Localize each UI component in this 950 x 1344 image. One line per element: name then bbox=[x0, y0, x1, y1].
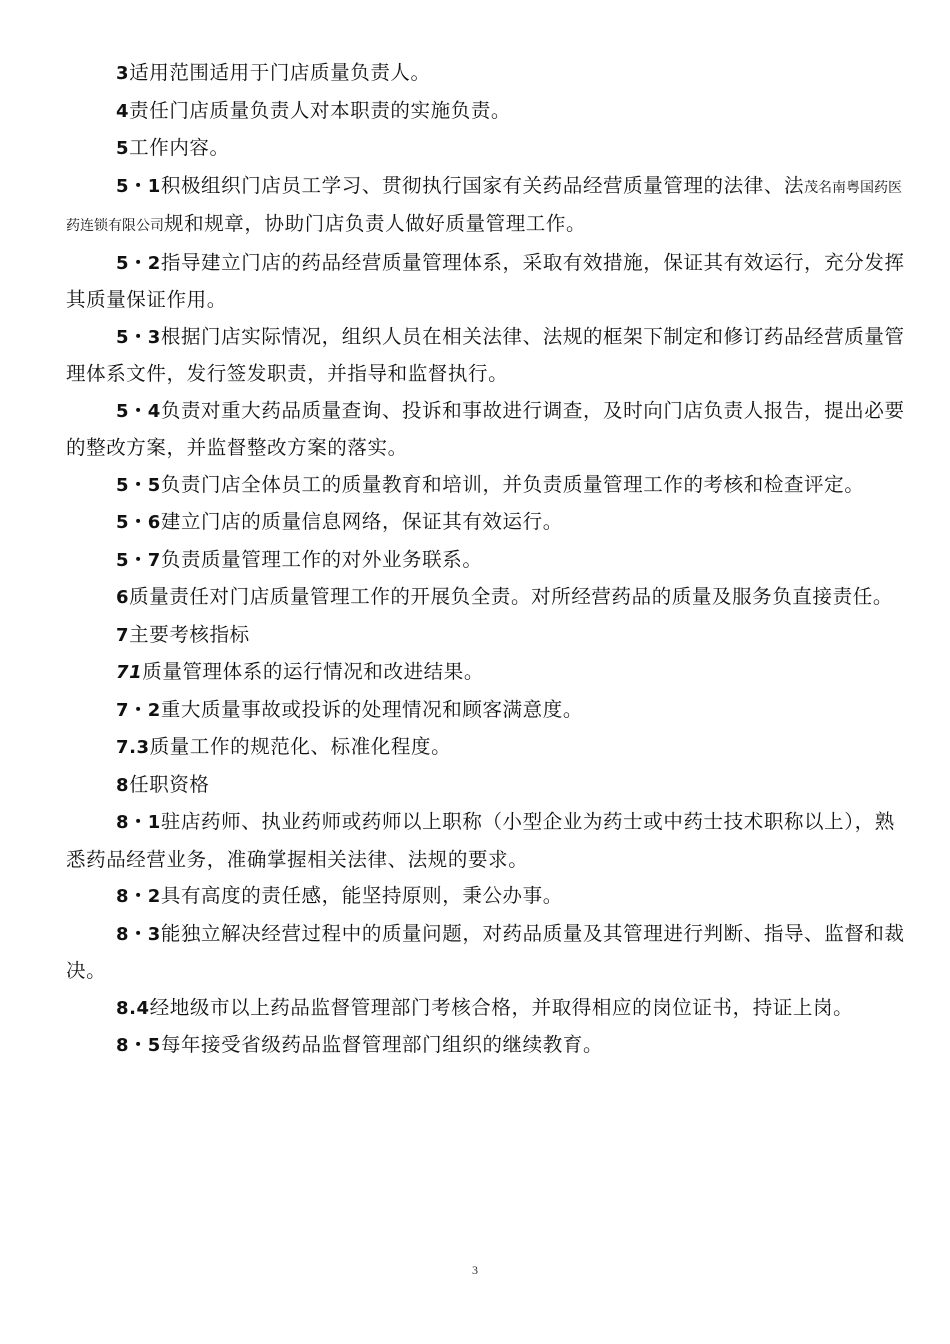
paragraph-8-5 bbox=[66, 1027, 906, 1065]
clause-number: 8.4 bbox=[116, 997, 150, 1019]
clause-number: 5・2 bbox=[116, 252, 161, 274]
clause-text: 具有高度的责任感，能坚持原则，秉公办事。 bbox=[160, 884, 563, 907]
clause-text: 经地级市以上药品监督管理部门考核合格，并取得相应的岗位证书，持证上岗。 bbox=[149, 995, 854, 1019]
paragraph-5-2 bbox=[66, 245, 906, 319]
paragraph-6 bbox=[66, 579, 906, 617]
clause-text: 工作内容。 bbox=[129, 136, 230, 159]
paragraph-5-1 bbox=[66, 168, 906, 245]
paragraph-8 bbox=[66, 767, 906, 805]
clause-number: 71 bbox=[116, 662, 143, 683]
paragraph-5-3 bbox=[66, 319, 906, 393]
clause-number: 8 bbox=[116, 774, 130, 796]
page-number: 3 bbox=[472, 1263, 478, 1277]
paragraph-8-3 bbox=[66, 916, 906, 990]
clause-text: 负责对重大药品质量查询、投诉和事故进行调查，及时向门店负责人报告，提出必要的整改方案，并监督整改方案的落实。 bbox=[66, 398, 905, 459]
paragraph-5-6 bbox=[66, 504, 906, 542]
clause-text: 主要考核指标 bbox=[129, 622, 250, 646]
clause-text-tail: 规和规章，协助门店负责人做好质量管理工作。 bbox=[164, 212, 587, 235]
clause-text: 质量工作的规范化、标准化程度。 bbox=[149, 735, 452, 758]
clause-number: 8・3 bbox=[116, 923, 161, 945]
clause-text: 建立门店的质量信息网络，保证其有效运行。 bbox=[160, 510, 563, 533]
clause-number: 5・6 bbox=[116, 512, 161, 533]
paragraph-8-4 bbox=[66, 990, 906, 1028]
clause-number: 7.3 bbox=[116, 737, 150, 758]
clause-text: 适用范围适用于门店质量负责人。 bbox=[129, 61, 431, 84]
paragraph-7 bbox=[66, 617, 906, 655]
clause-text: 重大质量事故或投诉的处理情况和顾客满意度。 bbox=[160, 697, 583, 721]
paragraph-8-1 bbox=[66, 804, 906, 878]
clause-number: 5・5 bbox=[116, 474, 161, 496]
clause-number: 5・3 bbox=[116, 326, 161, 348]
paragraph-5 bbox=[66, 130, 906, 168]
clause-number: 8・2 bbox=[116, 886, 161, 907]
paragraph-4 bbox=[66, 93, 906, 131]
clause-number: 5・7 bbox=[116, 549, 161, 571]
clause-text: 责任门店质量负责人对本职责的实施负责。 bbox=[129, 98, 512, 122]
clause-number: 3 bbox=[116, 63, 130, 84]
clause-number: 7 bbox=[116, 624, 130, 646]
clause-text: 指导建立门店的药品经营质量管理体系，采取有效措施，保证其有效运行，充分发挥其质量保证作用。 bbox=[66, 250, 905, 311]
clause-text: 负责门店全体员工的质量教育和培训，并负责质量管理工作的考核和检查评定。 bbox=[160, 472, 865, 496]
paragraph-5-5 bbox=[66, 467, 906, 505]
clause-text: 每年接受省级药品监督管理部门组织的继续教育。 bbox=[160, 1033, 604, 1056]
paragraph-3 bbox=[66, 55, 906, 93]
company-name-watermark: 茂名南粤国药医药连锁有限公司 bbox=[66, 179, 903, 234]
paragraph-5-7 bbox=[66, 542, 906, 580]
clause-number: 8・5 bbox=[116, 1035, 161, 1056]
paragraph-5-4 bbox=[66, 393, 906, 467]
clause-text: 积极组织门店员工学习、贯彻执行国家有关药品经营质量管理的法律、法 bbox=[160, 173, 805, 197]
clause-number: 5 bbox=[116, 138, 130, 159]
document-body bbox=[66, 55, 906, 1065]
paragraph-7-1 bbox=[66, 654, 906, 692]
clause-number: 5・4 bbox=[116, 400, 161, 422]
paragraph-7-3 bbox=[66, 729, 906, 767]
clause-number: 6 bbox=[116, 587, 130, 608]
clause-number: 8・1 bbox=[116, 812, 161, 833]
clause-text: 能独立解决经营过程中的质量问题，对药品质量及其管理进行判断、指导、监督和裁决。 bbox=[66, 921, 905, 982]
clause-text: 质量责任对门店质量管理工作的开展负全责。对所经营药品的质量及服务负直接责任。 bbox=[129, 585, 893, 608]
paragraph-8-2 bbox=[66, 878, 906, 916]
paragraph-7-2 bbox=[66, 692, 906, 730]
clause-text: 驻店药师、执业药师或药师以上职称（小型企业为药士或中药士技术职称以上），熟悉药品经营业务，准确掌握相关法律、法规的要求。 bbox=[66, 810, 895, 871]
clause-number: 7・2 bbox=[116, 699, 161, 721]
clause-number: 5・1 bbox=[116, 175, 161, 197]
clause-text: 负责质量管理工作的对外业务联系。 bbox=[160, 547, 483, 571]
clause-number: 4 bbox=[116, 100, 130, 122]
clause-text: 任职资格 bbox=[129, 772, 210, 796]
clause-text: 质量管理体系的运行情况和改进结果。 bbox=[142, 660, 484, 683]
clause-text: 根据门店实际情况，组织人员在相关法律、法规的框架下制定和修订药品经营质量管理体系文件，发行签发职责，并指导和监督执行。 bbox=[66, 324, 905, 385]
